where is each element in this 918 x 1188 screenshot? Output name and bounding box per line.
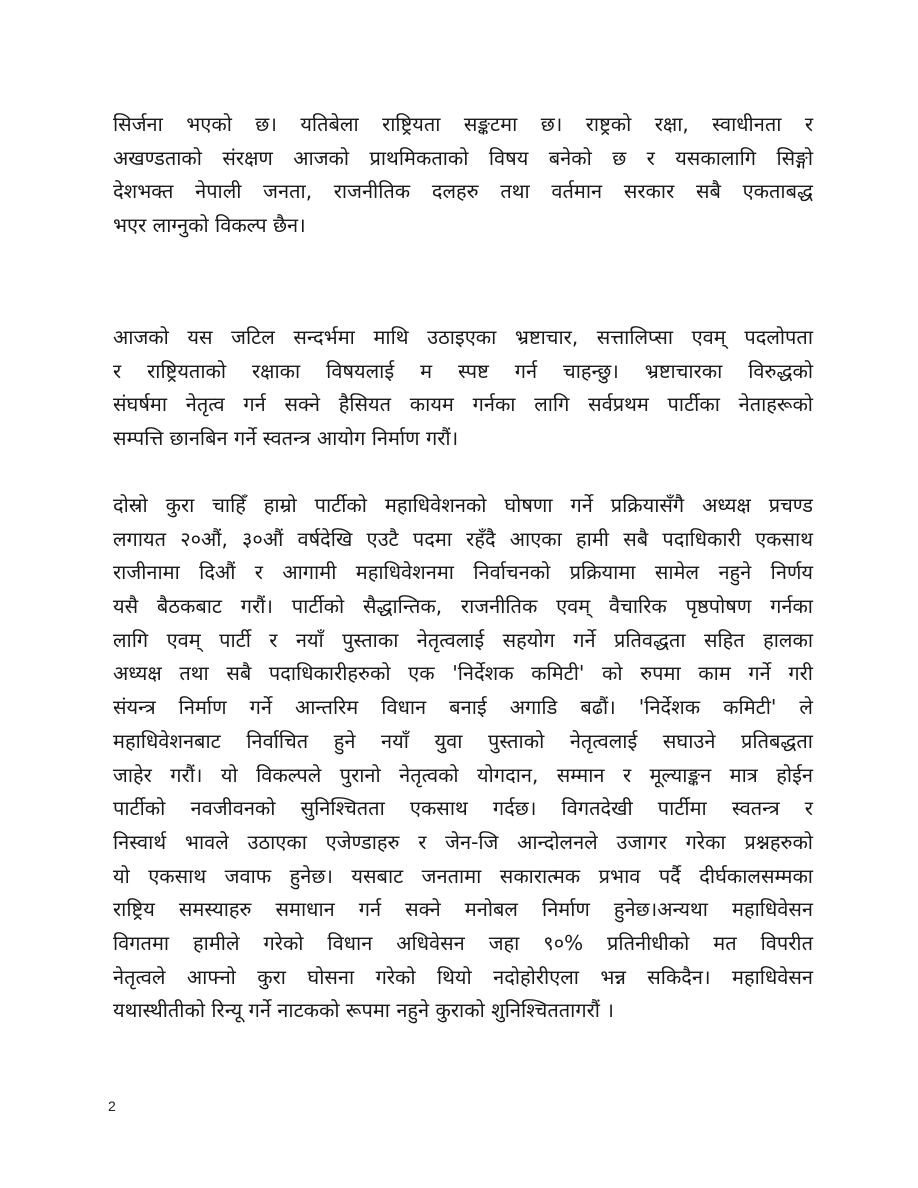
text-line: देशभक्त नेपाली जनता, राजनीतिक दलहरु तथा वर्तमान सरकार सबै एकताबद्ध bbox=[113, 179, 813, 204]
text-line: निस्वार्थ भावले उठाएका एजेण्डाहरु र जेन-जि आन्दोलनले उजागर गरेका प्रश्नहरुको bbox=[113, 829, 813, 854]
text-line: पार्टीको नवजीवनको सुनिश्चितता एकसाथ गर्दछ। विगतदेखी पार्टीमा स्वतन्त्र र bbox=[113, 796, 813, 821]
paragraph-1 bbox=[113, 108, 813, 243]
text-line: र राष्ट्रियताको रक्षाका विषयलाई म स्पष्ट गर्न चाहन्छु। भ्रष्टाचारका विरुद्धको bbox=[113, 358, 813, 383]
text-line: सम्पत्ति छानबिन गर्ने स्वतन्त्र आयोग निर्माण गरौं। bbox=[113, 426, 459, 451]
text-line: महाधिवेशनबाट निर्वाचित हुने नयाँ युवा पुस्ताको नेतृत्वलाई सघाउने प्रतिबद्धता bbox=[113, 728, 813, 753]
text-line: यो एकसाथ जवाफ हुनेछ। यसबाट जनतामा सकारात्मक प्रभाव पर्दै दीर्घकालसम्मका bbox=[113, 863, 813, 888]
paragraph-2 bbox=[113, 321, 813, 456]
text-line: यथास्थीतीको रिन्यू गर्ने नाटकको रूपमा नहुने कुराको शुनिश्चितताग‌रौं । bbox=[113, 998, 614, 1023]
text-line: भएर लाग्नुको विकल्प छैन। bbox=[113, 213, 306, 238]
text-line: नेतृत्वले आफ्नो कुरा घोसना गरेको थियो नदोहोरीएला भन्न सकिदैन। महाधिवेसन bbox=[113, 964, 813, 989]
text-line: संयन्त्र निर्माण गर्ने आन्तरिम विधान बनाई अगाडि बढौं। 'निर्देशक कमिटी' ले bbox=[113, 695, 813, 720]
text-line: अध्यक्ष तथा सबै पदाधिकारीहरुको एक 'निर्देशक कमिटी' को रुपमा काम गर्ने गरी bbox=[113, 661, 813, 686]
text-line: आजको यस जटिल सन्दर्भमा माथि उठाइएका भ्रष्टाचार, सत्तालिप्सा एवम् पदलोपता bbox=[113, 325, 813, 349]
text-line: लगायत २०औं, ३०औं वर्षदेखि एउटै पदमा रहँदै आएका हामी सबै पदाधिकारी एकसाथ bbox=[113, 526, 813, 551]
paragraph-3 bbox=[113, 489, 813, 1028]
text-line: संघर्षमा नेतृत्व गर्न सक्ने हैसियत कायम गर्नका लागि सर्वप्रथम पार्टीका नेताहरूको bbox=[113, 392, 813, 417]
text-line: राष्ट्रिय समस्याहरु समाधान गर्न सक्ने मनोबल निर्माण हुनेछ।अन्यथा महाधिवेसन bbox=[113, 897, 813, 922]
page-number: 2 bbox=[108, 1098, 116, 1114]
text-line: विगतमा हामीले गरेको विधान अधिवेसन जहा ९०% प्रतिनीधीको मत विपरीत bbox=[113, 930, 813, 955]
text-line: यसै बैठकबाट गरौं। पार्टीको सैद्धान्तिक, राजनीतिक एवम् वैचारिक पृष्ठपोषण गर्नका bbox=[113, 594, 813, 619]
text-line: लागि एवम् पार्टी र नयाँ पुस्ताका नेतृत्वलाई सहयोग गर्ने प्रतिवद्धता सहित हालका bbox=[113, 627, 813, 652]
text-line: दोस्रो कुरा चाहिँ हाम्रो पार्टीको महाधिवेशनको घोषणा गर्ने प्रक्रियासँगै अध्यक्ष प्रचण्ड bbox=[113, 493, 813, 517]
text-line: सिर्जना भएको छ। यतिबेला राष्ट्रियता सङ्कटमा छ। राष्ट्रको रक्षा, स्वाधीनता र bbox=[113, 112, 813, 136]
text-line: जाहेर गरौं। यो विकल्पले पुरानो नेतृत्वको योगदान, सम्मान र मूल्याङ्कन मात्र होईन bbox=[113, 762, 813, 787]
text-line: अखण्डताको संरक्षण आजको प्राथमिकताको विषय बनेको छ र यसकालागि सिङ्गो bbox=[113, 145, 813, 170]
text-line: राजीनामा दिऔं र आगामी महाधिवेशनमा निर्वाचनको प्रक्रियामा सामेल नहुने निर्णय bbox=[113, 560, 813, 585]
